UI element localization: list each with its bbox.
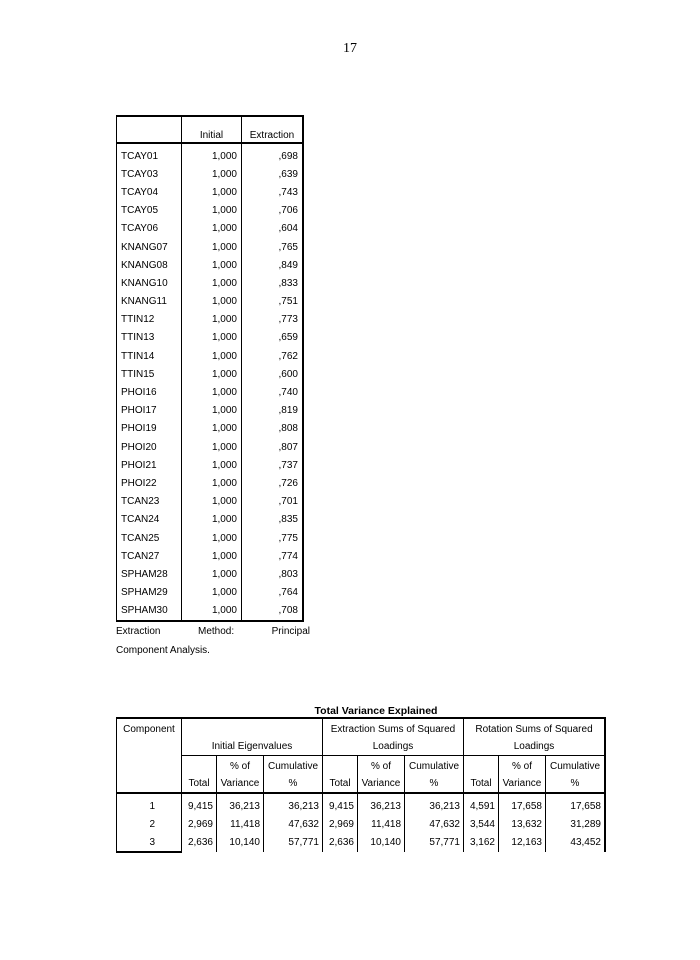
communality-extraction-value: ,808 (242, 420, 304, 438)
communality-item-label: SPHAM28 (121, 568, 168, 580)
communalities-row (117, 274, 304, 292)
rotation-sums-header-line-1: Rotation Sums of Squared (475, 724, 593, 735)
communality-extraction-value: ,807 (242, 438, 304, 456)
communality-item-label: TCAY01 (121, 150, 159, 162)
communality-extraction-value: ,740 (242, 383, 304, 401)
communality-initial-value: 1,000 (182, 420, 242, 438)
communalities-row (117, 183, 304, 201)
communality-extraction-value: ,659 (242, 329, 304, 347)
communality-item-label: KNANG11 (121, 296, 167, 308)
rotation-cumulative-header: Cumulative % (546, 756, 606, 794)
communality-extraction-value: ,600 (242, 365, 304, 383)
extraction-cumulative-value: 57,771 (405, 833, 464, 852)
communality-item-label: KNANG10 (121, 277, 168, 289)
communality-initial-value: 1,000 (182, 329, 242, 347)
communalities-table (116, 115, 304, 622)
communality-initial-value: 1,000 (182, 311, 242, 329)
communality-item-label: TCAN23 (121, 496, 160, 508)
total-variance-row (117, 815, 606, 833)
communality-initial-value: 1,000 (182, 547, 242, 565)
initial-cumulative-value: 57,771 (264, 833, 323, 852)
footnote-line-1 (116, 622, 310, 641)
initial-variance-value: 10,140 (217, 833, 264, 852)
communality-item-label: TTIN13 (121, 332, 155, 344)
communality-item-label: PHOI16 (121, 387, 157, 399)
initial-variance-header: % of Variance (217, 756, 264, 794)
rotation-sums-header-line-2: Loadings (513, 741, 555, 752)
communalities-row (117, 143, 304, 165)
rotation-sums-header (464, 718, 606, 756)
extraction-total-header: Total (323, 756, 358, 794)
communality-extraction-value: ,726 (242, 474, 304, 492)
initial-column-header: Initial (182, 116, 242, 143)
communalities-row (117, 238, 304, 256)
rotation-variance-header: % of Variance (499, 756, 546, 794)
communalities-row (117, 202, 304, 220)
communality-extraction-value: ,604 (242, 220, 304, 238)
communality-item-label: TCAN27 (121, 550, 160, 562)
communality-extraction-value: ,706 (242, 202, 304, 220)
communalities-row (117, 456, 304, 474)
communality-initial-value: 1,000 (182, 256, 242, 274)
extraction-variance-header: % of Variance (358, 756, 405, 794)
rotation-total-value: 3,544 (464, 815, 499, 833)
initial-variance-value: 11,418 (217, 815, 264, 833)
communality-initial-value: 1,000 (182, 511, 242, 529)
communality-item-label: SPHAM30 (121, 605, 168, 617)
communality-initial-value: 1,000 (182, 565, 242, 583)
communality-extraction-value: ,737 (242, 456, 304, 474)
rotation-total-value: 3,162 (464, 833, 499, 852)
communality-initial-value: 1,000 (182, 143, 242, 165)
initial-cumulative-value: 47,632 (264, 815, 323, 833)
communalities-row (117, 529, 304, 547)
communalities-row (117, 365, 304, 383)
communalities-row (117, 565, 304, 583)
communality-initial-value: 1,000 (182, 202, 242, 220)
communality-extraction-value: ,639 (242, 165, 304, 183)
initial-variance-value: 36,213 (217, 793, 264, 815)
component-number: 2 (117, 815, 182, 833)
communality-extraction-value: ,743 (242, 183, 304, 201)
communalities-row (117, 547, 304, 565)
communality-extraction-value: ,698 (242, 143, 304, 165)
communality-item-label: PHOI22 (121, 477, 157, 489)
communality-initial-value: 1,000 (182, 602, 242, 621)
extraction-sums-header (323, 718, 464, 756)
communality-extraction-value: ,762 (242, 347, 304, 365)
extraction-variance-value: 11,418 (358, 815, 405, 833)
component-header: Component (117, 718, 182, 793)
communalities-row (117, 165, 304, 183)
rotation-cumulative-value: 43,452 (546, 833, 606, 852)
rotation-variance-value: 13,632 (499, 815, 546, 833)
communality-initial-value: 1,000 (182, 438, 242, 456)
initial-total-header: Total (182, 756, 217, 794)
communalities-row (117, 220, 304, 238)
communality-initial-value: 1,000 (182, 183, 242, 201)
communality-extraction-value: ,775 (242, 529, 304, 547)
total-variance-row (117, 793, 606, 815)
communality-item-label: PHOI17 (121, 405, 157, 417)
communalities-row (117, 420, 304, 438)
extraction-column-header: Extraction (242, 116, 304, 143)
initial-total-value: 2,969 (182, 815, 217, 833)
extraction-cumulative-value: 36,213 (405, 793, 464, 815)
extraction-total-value: 9,415 (323, 793, 358, 815)
communality-initial-value: 1,000 (182, 584, 242, 602)
communality-initial-value: 1,000 (182, 165, 242, 183)
communality-item-label: KNANG08 (121, 259, 168, 271)
communality-item-label: TTIN14 (121, 350, 155, 362)
communalities-row (117, 293, 304, 311)
communality-item-label: SPHAM29 (121, 587, 168, 599)
rotation-cumulative-value: 17,658 (546, 793, 606, 815)
initial-cumulative-value: 36,213 (264, 793, 323, 815)
communality-extraction-value: ,819 (242, 402, 304, 420)
communality-initial-value: 1,000 (182, 293, 242, 311)
communalities-corner-cell (117, 116, 182, 143)
communality-item-label: KNANG07 (121, 241, 168, 253)
communalities-body (117, 143, 304, 621)
communalities-row (117, 584, 304, 602)
communality-initial-value: 1,000 (182, 402, 242, 420)
communality-item-label: TCAN25 (121, 532, 160, 544)
extraction-sums-header-line-1: Extraction Sums of Squared (330, 724, 456, 735)
rotation-variance-value: 12,163 (499, 833, 546, 852)
communalities-row (117, 347, 304, 365)
extraction-cumulative-value: 47,632 (405, 815, 464, 833)
footnote-line-2: Component Analysis. (116, 645, 210, 656)
communalities-row (117, 602, 304, 621)
communalities-header-row (117, 116, 304, 143)
communalities-row (117, 474, 304, 492)
total-variance-table (116, 717, 606, 853)
initial-total-value: 9,415 (182, 793, 217, 815)
communality-initial-value: 1,000 (182, 274, 242, 292)
communality-item-label: TCAY06 (121, 223, 159, 235)
footnote-word: Principal (271, 626, 310, 637)
communality-item-label: PHOI19 (121, 423, 157, 435)
initial-eigenvalues-header: Initial Eigenvalues (182, 718, 323, 756)
rotation-cumulative-value: 31,289 (546, 815, 606, 833)
communality-item-label: TCAY04 (121, 186, 159, 198)
communality-extraction-value: ,833 (242, 274, 304, 292)
communality-extraction-value: ,751 (242, 293, 304, 311)
communality-initial-value: 1,000 (182, 383, 242, 401)
communality-extraction-value: ,835 (242, 511, 304, 529)
communality-initial-value: 1,000 (182, 347, 242, 365)
initial-cumulative-header: Cumulative % (264, 756, 323, 794)
communality-initial-value: 1,000 (182, 456, 242, 474)
communalities-row (117, 438, 304, 456)
initial-total-value: 2,636 (182, 833, 217, 852)
communality-initial-value: 1,000 (182, 493, 242, 511)
footnote-word: Extraction (116, 626, 161, 637)
communality-extraction-value: ,764 (242, 584, 304, 602)
extraction-cumulative-header: Cumulative % (405, 756, 464, 794)
extraction-sums-header-line-2: Loadings (372, 741, 414, 752)
communality-initial-value: 1,000 (182, 220, 242, 238)
rotation-total-header: Total (464, 756, 499, 794)
communality-initial-value: 1,000 (182, 238, 242, 256)
rotation-total-value: 4,591 (464, 793, 499, 815)
communalities-footnote (116, 622, 310, 660)
component-number: 1 (117, 793, 182, 815)
communality-item-label: TTIN12 (121, 314, 155, 326)
communality-item-label: TCAN24 (121, 514, 160, 526)
communality-initial-value: 1,000 (182, 529, 242, 547)
communality-extraction-value: ,849 (242, 256, 304, 274)
footnote-word: Method: (197, 626, 235, 637)
communality-extraction-value: ,774 (242, 547, 304, 565)
communality-item-label: TTIN15 (121, 368, 155, 380)
extraction-total-value: 2,636 (323, 833, 358, 852)
communalities-row (117, 311, 304, 329)
communality-extraction-value: ,773 (242, 311, 304, 329)
rotation-variance-value: 17,658 (499, 793, 546, 815)
communality-extraction-value: ,701 (242, 493, 304, 511)
communality-item-label: TCAY05 (121, 205, 159, 217)
communalities-row (117, 383, 304, 401)
communalities-row (117, 493, 304, 511)
communality-item-label: TCAY03 (121, 168, 159, 180)
communality-item-label: PHOI21 (121, 459, 157, 471)
communality-extraction-value: ,803 (242, 565, 304, 583)
communality-item-label: PHOI20 (121, 441, 157, 453)
page-number: 17 (343, 41, 357, 56)
component-number: 3 (117, 833, 182, 852)
sub-header-row (117, 756, 606, 794)
communality-extraction-value: ,708 (242, 602, 304, 621)
total-variance-row (117, 833, 606, 852)
communality-initial-value: 1,000 (182, 365, 242, 383)
extraction-total-value: 2,969 (323, 815, 358, 833)
group-header-row (117, 718, 606, 756)
extraction-variance-value: 10,140 (358, 833, 405, 852)
extraction-variance-value: 36,213 (358, 793, 405, 815)
communalities-row (117, 329, 304, 347)
communality-initial-value: 1,000 (182, 474, 242, 492)
communality-extraction-value: ,765 (242, 238, 304, 256)
communalities-row (117, 511, 304, 529)
communalities-row (117, 402, 304, 420)
total-variance-title: Total Variance Explained (314, 705, 438, 717)
communalities-row (117, 256, 304, 274)
total-variance-body (117, 793, 606, 852)
